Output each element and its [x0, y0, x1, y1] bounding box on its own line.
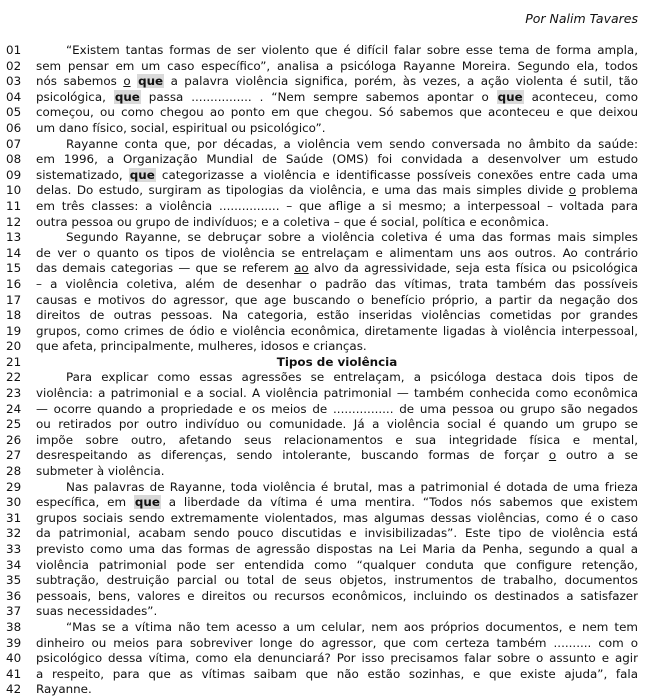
line-number: 12 [6, 214, 22, 229]
underlined-word: o [123, 74, 131, 89]
text-segment: Tipos de violência [276, 354, 398, 369]
text-segment: sem pensar em um caso específico”, analisa a psicóloga Rayanne Moreira. Segundo ela, todos [36, 58, 638, 73]
line-text [36, 277, 638, 293]
line-number: 20 [6, 339, 22, 354]
line-text [36, 589, 638, 605]
line-text [36, 152, 638, 168]
text-segment: previsto como uma das formas de agressão dispostas na Lei Maria da Penha, segundo a qual a [36, 542, 638, 556]
line-text [36, 448, 638, 464]
line-text [36, 215, 638, 231]
text-line [6, 464, 638, 480]
text-line [6, 261, 638, 277]
text-line [6, 152, 638, 168]
line-number: 04 [6, 89, 22, 104]
line-text [36, 402, 638, 418]
text-line [6, 90, 638, 106]
line-number: 10 [6, 183, 22, 198]
line-number: 30 [6, 495, 22, 510]
text-segment: impõe sobre outro, afetando seus relacionamentos e sua integridade física e mental, [36, 432, 638, 447]
line-number: 42 [6, 682, 22, 697]
line-number: 34 [6, 557, 22, 572]
text-segment: começou, ou como chegou ao ponto em que chegou. Só sabemos que aconteceu e que deixou [36, 105, 638, 120]
text-line [6, 620, 638, 636]
line-text [36, 417, 638, 433]
line-text [36, 74, 638, 90]
line-text [36, 604, 638, 620]
text-line [6, 308, 638, 324]
line-text [36, 105, 638, 121]
line-number: 24 [6, 401, 22, 416]
text-line [6, 495, 638, 511]
line-text [36, 682, 638, 698]
line-number: 26 [6, 432, 22, 447]
line-text [36, 370, 638, 386]
text-segment: grupos sociais sendo extremamente violentados, mas algumas dessas violências, como é o caso [36, 510, 638, 525]
text-line [6, 682, 638, 698]
line-number: 07 [6, 136, 22, 151]
line-text [36, 667, 638, 683]
line-number: 01 [6, 43, 22, 57]
line-number: 31 [6, 510, 22, 525]
line-number: 28 [6, 464, 22, 479]
text-line [6, 43, 638, 59]
highlighted-word: que [497, 89, 523, 104]
text-line [6, 651, 638, 667]
line-text [36, 261, 638, 277]
text-segment: suas necessidades”. [36, 604, 158, 619]
line-number: 08 [6, 152, 22, 167]
text-line [6, 433, 638, 449]
text-line [6, 230, 638, 246]
line-number: 39 [6, 635, 22, 650]
line-text [36, 90, 638, 106]
line-text [36, 636, 638, 652]
line-number: 19 [6, 323, 22, 338]
text-segment: nós sabemos [36, 74, 124, 89]
text-segment: categorizasse a violência e identificasse possíveis conexões entre cada uma [155, 167, 638, 182]
line-text [36, 573, 638, 589]
text-line [6, 480, 638, 496]
text-line [6, 573, 638, 589]
line-text [36, 246, 638, 262]
text-line [6, 121, 638, 137]
line-text [36, 168, 638, 184]
text-line [6, 277, 638, 293]
author-byline: Por Nalim Tavares [525, 11, 638, 26]
highlighted-word: que [134, 495, 160, 510]
line-number: 29 [6, 479, 22, 494]
text-line [6, 417, 638, 433]
text-line [6, 636, 638, 652]
text-segment: que afeta, principalmente, mulheres, idosos e crianças. [36, 339, 367, 354]
text-line [6, 589, 638, 605]
line-text [36, 620, 638, 636]
line-number: 32 [6, 526, 22, 541]
text-segment: violência: a patrimonial e a social. A violência patrimonial — também conhecida como econômica [36, 386, 638, 401]
text-line [6, 324, 638, 340]
line-number: 11 [6, 198, 22, 213]
text-segment: direitos de outras pessoas. Na categoria, estão inseridas violências cometidas por grandes [36, 308, 638, 323]
text-segment: violência patrimonial pode ser entendida como “qualquer conduta que configure retenção, [36, 557, 638, 572]
text-line [6, 355, 638, 371]
text-segment: grupos, como crimes de ódio e violência econômica, diretamente ligadas à violência interpessoal, [36, 323, 638, 338]
line-number: 22 [6, 370, 22, 385]
text-segment: delas. Do estudo, surgiram as tipologias da violência, e uma das mais simples divide [36, 183, 569, 198]
text-segment: Rayanne. [36, 682, 92, 697]
line-text [36, 464, 638, 480]
text-line [6, 542, 638, 558]
text-segment: subtração, destruição parcial ou total de seus objetos, instrumentos de trabalho, documentos [36, 573, 638, 588]
line-number: 13 [6, 230, 22, 245]
text-segment: sistematizado, [36, 167, 129, 182]
text-line [6, 448, 638, 464]
line-number: 02 [6, 58, 22, 73]
text-segment: psicológico dessa vítima, como ela denunciará? Por isso precisamos falar sobre o assunto e agir [36, 651, 638, 666]
line-number: 03 [6, 74, 22, 89]
line-text [36, 339, 638, 355]
text-segment: Segundo Rayanne, se debruçar sobre a violência coletiva é uma das formas mais simples [66, 230, 638, 245]
text-segment: em três classes: a violência ................ – que aflige a si mesmo; a interpessoal – voltada para [36, 198, 638, 213]
line-number: 35 [6, 573, 22, 588]
text-line [6, 293, 638, 309]
underlined-word: o [548, 448, 557, 463]
line-number: 38 [6, 619, 22, 634]
text-segment: submeter à violência. [36, 464, 165, 479]
text-line [6, 667, 638, 683]
line-number: 25 [6, 417, 22, 432]
line-text [36, 43, 638, 59]
text-segment: outro a se [556, 448, 638, 463]
text-line [6, 74, 638, 90]
line-text [36, 511, 638, 527]
text-segment: Nas palavras de Rayanne, toda violência é brutal, mas a patrimonial é dotada de uma frieza [66, 479, 638, 494]
line-text [36, 293, 638, 309]
text-segment: de ver o quanto os tipos de violência se entrelaçam e alimentam uns aos outros. Ao contrário [36, 245, 638, 260]
line-number: 27 [6, 448, 22, 463]
text-segment: específica, em [36, 495, 134, 510]
text-segment: problema [576, 183, 638, 198]
line-text [36, 324, 638, 340]
line-text [36, 558, 638, 574]
line-text [36, 480, 638, 496]
line-number: 09 [6, 167, 22, 182]
text-segment: em 1996, a Organização Mundial de Saúde (OMS) foi convidada a desenvolver um estudo [36, 152, 638, 167]
line-number: 36 [6, 588, 22, 603]
text-segment: alvo da agressividade, seja esta física ou psicológica [308, 261, 638, 276]
text-segment: outra pessoa ou grupo de indivíduos; e a coletiva – que é social, política e econômica. [36, 214, 549, 229]
line-number: 21 [6, 354, 22, 369]
text-line [6, 183, 638, 199]
text-line [6, 246, 638, 262]
text-line [6, 137, 638, 153]
text-line [6, 558, 638, 574]
line-number: 40 [6, 651, 22, 666]
text-line [6, 339, 638, 355]
text-segment: a respeito, para que as vítimas saibam que não estão sozinhas, e que existe ajuda”, fala [36, 666, 638, 681]
text-segment: passa ................ . “Nem sempre sabemos apontar o [140, 89, 497, 104]
text-line [6, 511, 638, 527]
text-line [6, 215, 638, 231]
text-segment: pessoais, bens, valores e direitos ou recursos econômicos, incluindo os destinados a satisfazer [36, 588, 638, 603]
text-segment: dinheiro ou meios para sobreviver longe do agressor, que com certeza também .......... com o [36, 635, 638, 650]
text-segment: — ocorre quando a propriedade e os meios de ................ de uma pessoa ou grupo são negados [36, 401, 638, 416]
text-line [6, 386, 638, 402]
line-text [36, 651, 638, 667]
text-segment: um dano físico, social, espiritual ou psicológico”. [36, 120, 326, 135]
text-segment: das demais categorias — que se referem [36, 261, 295, 276]
line-text [36, 230, 638, 246]
text-segment: Para explicar como essas agressões se entrelaçam, a psicóloga destaca dois tipos de [66, 370, 638, 385]
text-line [6, 168, 638, 184]
text-segment: aconteceu, como [523, 89, 638, 104]
line-number: 18 [6, 308, 22, 323]
article-body [6, 43, 638, 698]
text-line [6, 199, 638, 215]
line-number: 14 [6, 245, 22, 260]
line-number: 05 [6, 105, 22, 120]
underlined-word: ao [294, 261, 309, 276]
text-segment: a palavra violência significa, porém, às vezes, a ação violenta é sutil, tão [164, 74, 639, 89]
line-text [36, 59, 638, 75]
line-number: 41 [6, 666, 22, 681]
line-number: 23 [6, 386, 22, 401]
text-line [6, 604, 638, 620]
line-text [36, 495, 638, 511]
highlighted-word: que [129, 167, 155, 182]
text-segment: ou retirados por outro indivíduo ou comunidade. Já a violência social é quando um grupo se [36, 417, 638, 432]
line-text [36, 137, 638, 153]
line-number: 17 [6, 292, 22, 307]
underlined-word: o [568, 183, 577, 198]
text-segment: psicológica, [36, 89, 114, 104]
highlighted-word: que [114, 89, 140, 104]
text-segment: causas e motivos do agressor, que age buscando o benefício próprio, a partir da negação dos [36, 292, 638, 307]
text-line [6, 526, 638, 542]
text-segment: “Mas se a vítima não tem acesso a um celular, nem aos próprios documentos, e nem tem [66, 619, 638, 634]
line-number: 37 [6, 604, 22, 619]
text-line [6, 402, 638, 418]
line-text [36, 199, 638, 215]
line-number: 33 [6, 542, 22, 556]
line-number: 15 [6, 261, 22, 276]
line-number: 16 [6, 276, 22, 291]
text-line [6, 59, 638, 75]
line-text [36, 308, 638, 324]
text-segment: Rayanne conta que, por décadas, a violência vem sendo conversada no âmbito da saúde: [66, 136, 638, 151]
text-segment: “Existem tantas formas de ser violento que é difícil falar sobre esse tema de forma ampla, [66, 43, 638, 57]
line-text [36, 542, 638, 558]
line-text [36, 526, 638, 542]
text-line [6, 370, 638, 386]
highlighted-word: que [138, 74, 164, 89]
line-text [36, 386, 638, 402]
text-segment: a liberdade da vítima é uma mentira. “Todos nós sabemos que existem [160, 495, 638, 510]
line-text [36, 121, 638, 137]
line-number: 06 [6, 120, 22, 135]
line-text [36, 355, 638, 371]
text-segment: desrespeitando as diferenças, sendo intolerante, buscando formas de forçar [36, 448, 549, 463]
text-line [6, 105, 638, 121]
text-segment: da patrimonial, acabam sendo pouco discutidas e invisibilizadas”. Este tipo de violência está [36, 526, 638, 541]
line-text [36, 433, 638, 449]
text-segment: – a violência coletiva, além de desenhar o padrão das vítimas, trata também das possíveis [36, 276, 638, 291]
line-text [36, 183, 638, 199]
